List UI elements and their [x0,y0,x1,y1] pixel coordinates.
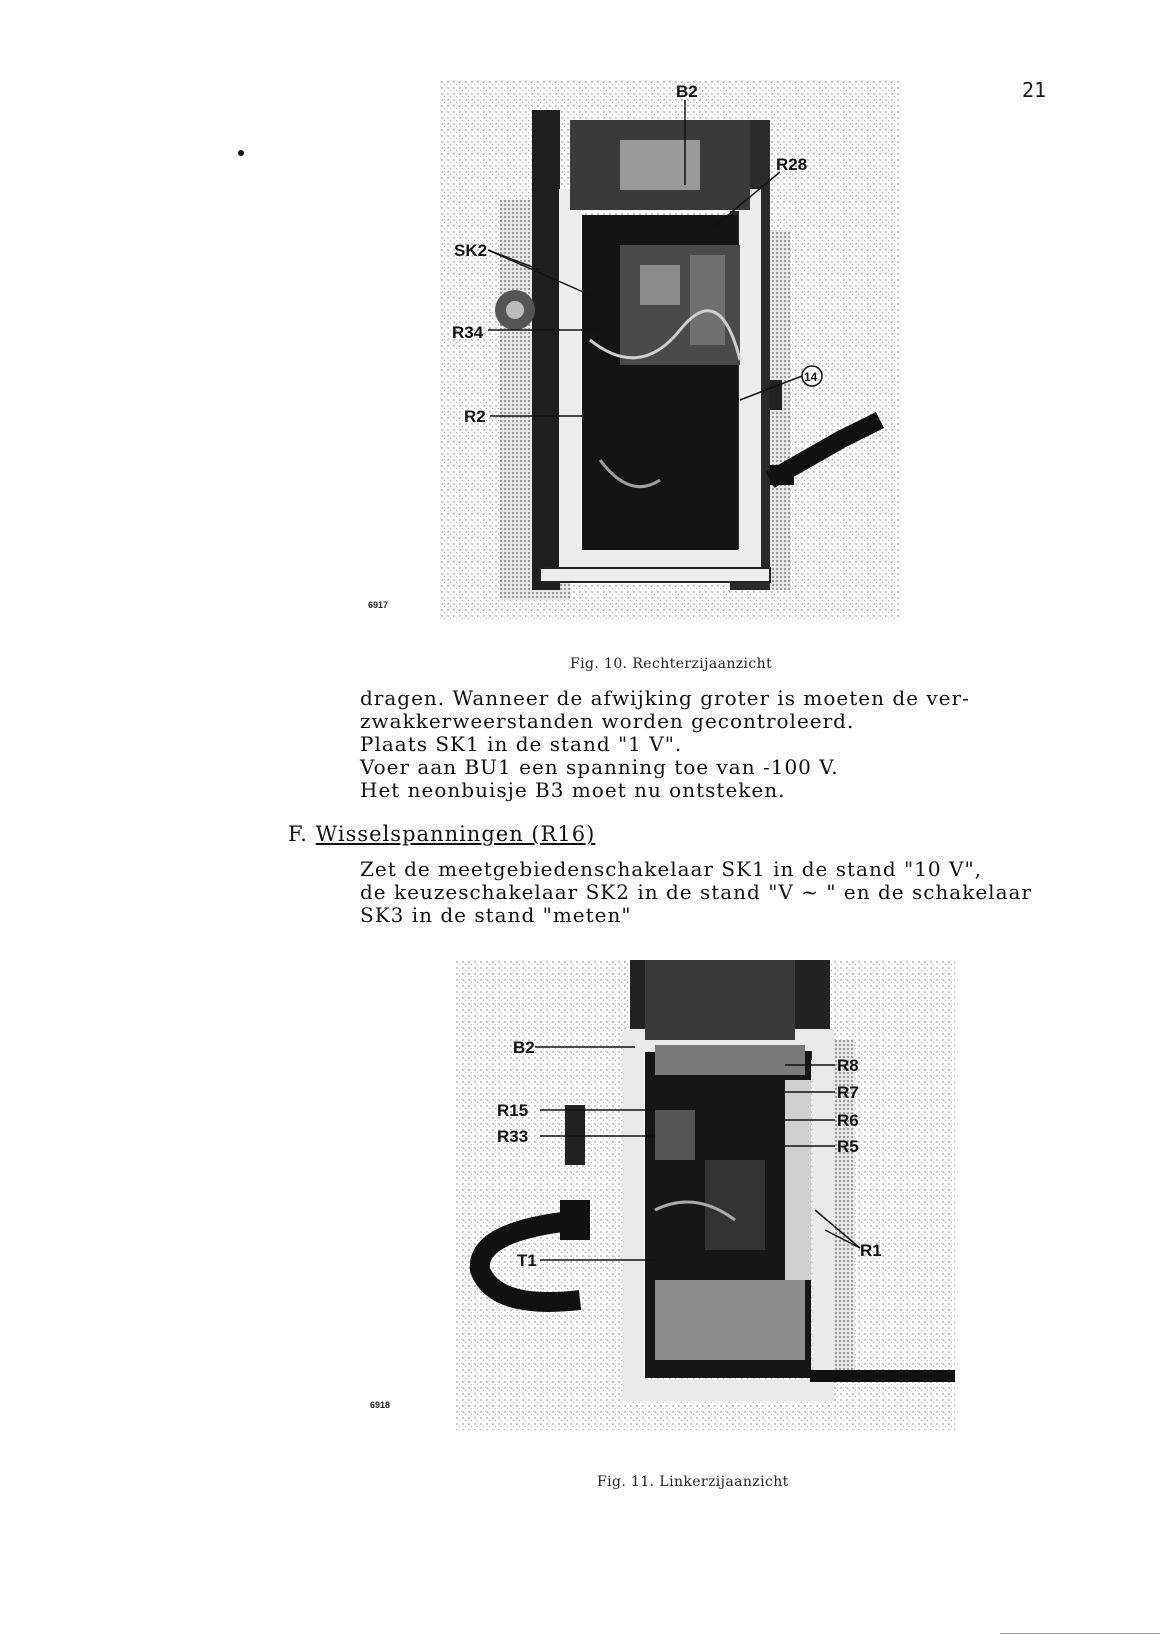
paragraph-1-line: Het neonbuisje B3 moet nu ontsteken. [360,778,786,802]
label-b2: B2 [513,1038,535,1057]
figure-11-id: 6918 [370,1400,391,1410]
label-r2: R2 [464,407,486,426]
label-r7: R7 [837,1083,859,1102]
label-r5: R5 [837,1137,859,1156]
label-14: 14 [804,370,818,384]
paragraph-2-line: SK3 in de stand "meten" [360,903,632,927]
section-title: Wisselspanningen (R16) [315,822,596,846]
scan-artifact-line [1000,1633,1160,1634]
figure-10-caption: Fig. 10. Rechterzijaanzicht [570,656,773,672]
figure-10-id: 6917 [368,600,389,610]
label-sk2: SK2 [454,241,488,260]
paragraph-2-line: de keuzeschakelaar SK2 in de stand "V ~ " en de schakelaar [360,880,1032,904]
section-heading [288,822,595,846]
label-b2: B2 [676,82,698,101]
paragraph-2 [360,858,1032,927]
label-t1: T1 [517,1251,537,1270]
figure-11-caption: Fig. 11. Linkerzijaanzicht [597,1474,789,1490]
label-r8: R8 [837,1056,859,1075]
section-letter: F. [288,822,308,846]
label-r1: R1 [860,1241,882,1260]
paragraph-1-line: dragen. Wanneer de afwijking groter is moeten de ver- [360,686,970,710]
margin-dot [238,150,244,156]
paragraph-1-line: Plaats SK1 in de stand "1 V". [360,732,683,756]
label-r28: R28 [776,155,808,174]
figure-11-photo [455,960,955,1430]
page-number: 21 [1022,78,1047,102]
label-r33: R33 [497,1127,529,1146]
label-r15: R15 [497,1101,529,1120]
paragraph-1 [360,687,970,802]
paragraph-1-line: Voer aan BU1 een spanning toe van -100 V. [360,755,839,779]
paragraph-2-line: Zet de meetgebiedenschakelaar SK1 in de stand "10 V", [360,857,983,881]
figure-10-photo [440,80,900,620]
label-r6: R6 [837,1111,859,1130]
paragraph-1-line: zwakkerweerstanden worden gecontroleerd. [360,709,855,733]
label-r34: R34 [452,323,484,342]
